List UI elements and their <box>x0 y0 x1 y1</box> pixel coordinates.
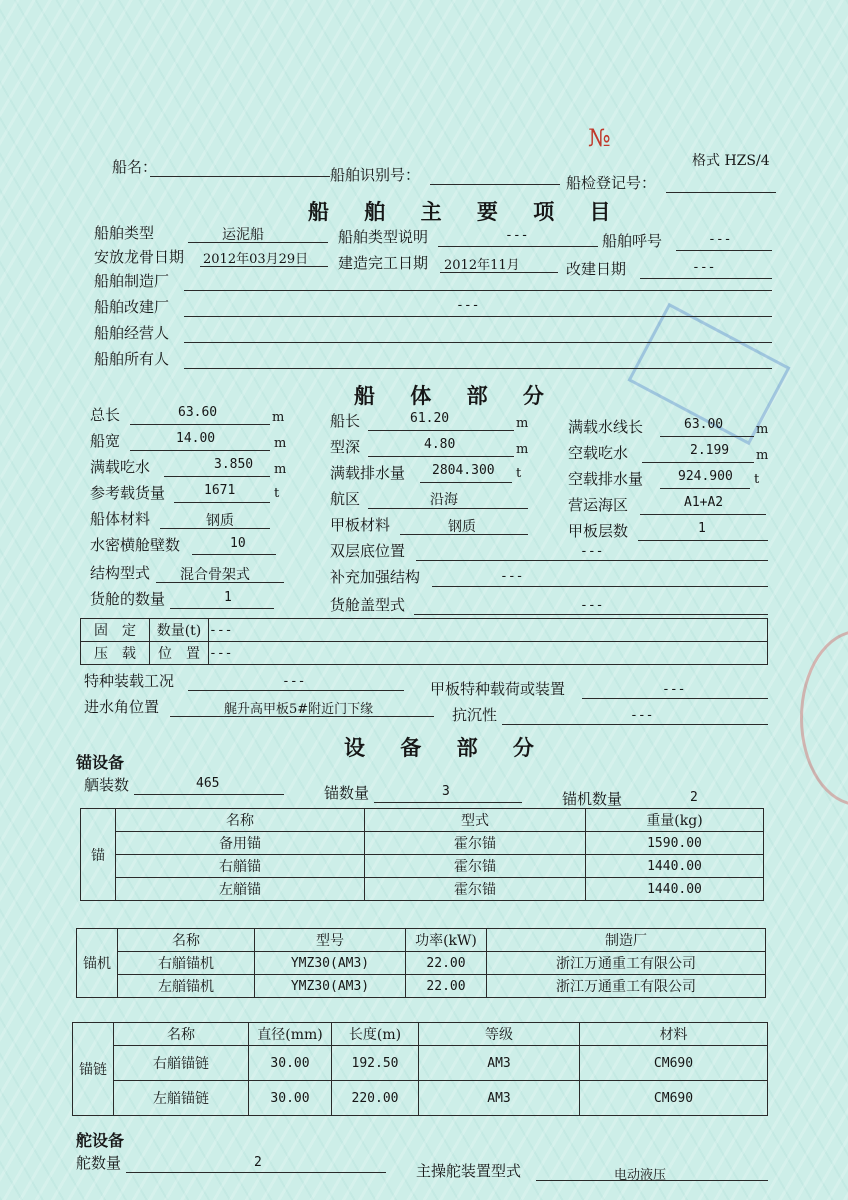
windlass-power: 22.00 <box>406 952 487 975</box>
loa-value: 63.60 <box>178 405 218 420</box>
steering-gear-value: 电动液压 <box>614 1168 667 1183</box>
ship-type-desc-value: --- <box>505 228 529 243</box>
table-row <box>81 855 764 878</box>
wl-length-unit: m <box>756 422 769 437</box>
special-load-label: 特种装载工况 <box>84 672 175 690</box>
light-disp-unit: t <box>754 472 760 487</box>
loa-unit: m <box>272 410 285 425</box>
anchor-col-name: 名称 <box>116 809 365 832</box>
wl-length-value: 63.00 <box>684 417 724 432</box>
equipment-section-title: 设 备 部 分 <box>344 735 548 760</box>
deck-layers-value: 1 <box>698 521 706 536</box>
unsinkability-value: --- <box>630 708 654 723</box>
windlass-col-power: 功率(kW) <box>406 929 487 952</box>
ballast-pos-value: --- <box>209 642 768 665</box>
form-code: 格式 HZS/4 <box>692 153 770 169</box>
hatch-type-label: 货舱盖型式 <box>330 596 406 614</box>
chain-name: 左艏锚链 <box>114 1081 249 1116</box>
builder-label: 船舶制造厂 <box>94 272 170 290</box>
anchor-type: 霍尔锚 <box>365 832 586 855</box>
chain-grade: AM3 <box>419 1046 580 1081</box>
deck-material-value: 钢质 <box>448 519 476 535</box>
build-date-label: 建造完工日期 <box>338 254 429 272</box>
lbp-value: 61.20 <box>410 411 450 426</box>
nav-area-label: 航区 <box>330 490 361 508</box>
anchor-count-label: 锚数量 <box>324 784 370 802</box>
depth-label: 型深 <box>330 438 361 456</box>
table-row <box>73 1081 768 1116</box>
structure-type-label: 结构型式 <box>90 564 151 582</box>
beam-unit: m <box>274 436 287 451</box>
bulkhead-value: 10 <box>230 536 246 551</box>
keel-date-value: 2012年03月29日 <box>203 252 309 267</box>
chain-material: CM690 <box>580 1046 768 1081</box>
light-draft-value: 2.199 <box>690 443 730 458</box>
anchor-col-type: 型式 <box>365 809 586 832</box>
windlass-table <box>76 928 766 998</box>
ship-id-label: 船舶识别号： <box>330 166 421 184</box>
anchor-name: 右艏锚 <box>116 855 365 878</box>
chain-col-name: 名称 <box>114 1023 249 1046</box>
keel-date-label: 安放龙骨日期 <box>94 248 185 266</box>
chain-length: 192.50 <box>332 1046 419 1081</box>
full-disp-label: 满载排水量 <box>330 464 406 482</box>
windlass-model: YMZ30(AM3) <box>255 975 406 998</box>
hull-section-title: 船 体 部 分 <box>354 383 558 408</box>
light-disp-label: 空载排水量 <box>568 470 644 488</box>
unsinkability-label: 抗沉性 <box>452 706 498 724</box>
serial-no-mark: № <box>588 124 611 152</box>
double-bottom-value: --- <box>580 544 604 559</box>
outfit-number-value: 465 <box>196 776 220 791</box>
full-draft-label: 满载吃水 <box>90 458 151 476</box>
depth-value: 4.80 <box>424 437 456 452</box>
build-date-value: 2012年11月 <box>444 258 520 273</box>
bulkhead-label: 水密横舱壁数 <box>90 536 181 554</box>
chain-name: 右艏锚链 <box>114 1046 249 1081</box>
chain-diameter: 30.00 <box>249 1046 332 1081</box>
light-draft-unit: m <box>756 448 769 463</box>
loa-label: 总长 <box>90 406 121 424</box>
deck-layers-label: 甲板层数 <box>568 522 629 540</box>
light-draft-label: 空载吃水 <box>568 444 629 462</box>
deck-load-value: --- <box>662 682 686 697</box>
deck-load-label: 甲板特种载荷或装置 <box>430 680 566 698</box>
anchor-count-value: 3 <box>442 784 450 799</box>
ballast-qty-label: 数量(t) <box>150 619 209 642</box>
callsign-value: --- <box>708 232 732 247</box>
holds-count-label: 货舱的数量 <box>90 590 166 608</box>
flooding-angle-label: 进水角位置 <box>84 698 160 716</box>
ship-type-desc-label: 船舶类型说明 <box>338 228 429 246</box>
chain-diameter: 30.00 <box>249 1081 332 1116</box>
chain-length: 220.00 <box>332 1081 419 1116</box>
windlass-col-name: 名称 <box>118 929 255 952</box>
lbp-label: 船长 <box>330 412 361 430</box>
anchor-weight: 1590.00 <box>586 832 764 855</box>
depth-unit: m <box>516 442 529 457</box>
main-items-title: 船 舶 主 要 项 目 <box>308 199 625 224</box>
rebuild-date-value: --- <box>692 260 716 275</box>
windlass-col-model: 型号 <box>255 929 406 952</box>
rebuilder-value: --- <box>456 298 480 313</box>
table-row <box>81 832 764 855</box>
special-load-value: --- <box>282 674 306 689</box>
sea-area-label: 营运海区 <box>568 496 629 514</box>
chain-table <box>72 1022 768 1116</box>
table-row <box>73 1046 768 1081</box>
table-row <box>77 975 766 998</box>
windlass-maker: 浙江万通重工有限公司 <box>487 975 766 998</box>
full-disp-unit: t <box>516 466 522 481</box>
windlass-maker: 浙江万通重工有限公司 <box>487 952 766 975</box>
anchor-type: 霍尔锚 <box>365 855 586 878</box>
windlass-name: 右艏锚机 <box>118 952 255 975</box>
reinforce-label: 补充加强结构 <box>330 568 421 586</box>
windlass-count-label: 锚机数量 <box>562 790 623 808</box>
light-disp-value: 924.900 <box>678 469 733 484</box>
owner-label: 船舶所有人 <box>94 350 170 368</box>
cargo-capacity-value: 1671 <box>204 483 236 498</box>
rebuild-date-label: 改建日期 <box>566 260 627 278</box>
chain-grade: AM3 <box>419 1081 580 1116</box>
structure-type-value: 混合骨架式 <box>180 567 250 583</box>
beam-label: 船宽 <box>90 432 121 450</box>
anchor-equipment-title: 锚设备 <box>76 753 125 772</box>
chain-col-material: 材料 <box>580 1023 768 1046</box>
table-row <box>77 952 766 975</box>
windlass-side-label: 锚机 <box>77 929 118 998</box>
anchor-col-weight: 重量(kg) <box>586 809 764 832</box>
cargo-capacity-label: 参考载货量 <box>90 484 166 502</box>
lbp-unit: m <box>516 416 529 431</box>
beam-value: 14.00 <box>176 431 216 446</box>
rebuilder-label: 船舶改建厂 <box>94 298 170 316</box>
anchor-name: 左艏锚 <box>116 878 365 901</box>
rudder-equipment-title: 舵设备 <box>76 1131 125 1150</box>
ship-type-value: 运泥船 <box>222 227 264 243</box>
chain-col-diameter: 直径(mm) <box>249 1023 332 1046</box>
flooding-angle-value: 艉升高甲板5#附近门下缘 <box>224 702 374 717</box>
reinforce-value: --- <box>500 569 524 584</box>
wl-length-label: 满载水线长 <box>568 418 644 436</box>
cargo-capacity-unit: t <box>274 486 280 501</box>
rudder-count-label: 舵数量 <box>76 1154 122 1172</box>
chain-col-grade: 等级 <box>419 1023 580 1046</box>
outfit-number-label: 舾装数 <box>84 776 130 794</box>
red-seal-stamp <box>800 630 848 806</box>
deck-material-label: 甲板材料 <box>330 516 391 534</box>
ballast-table <box>80 618 768 665</box>
windlass-power: 22.00 <box>406 975 487 998</box>
windlass-col-maker: 制造厂 <box>487 929 766 952</box>
chain-side-label: 锚链 <box>73 1023 114 1116</box>
callsign-label: 船舶呼号 <box>602 232 663 250</box>
chain-col-length: 长度(m) <box>332 1023 419 1046</box>
anchor-weight: 1440.00 <box>586 855 764 878</box>
anchor-table <box>80 808 764 901</box>
operator-label: 船舶经营人 <box>94 324 170 342</box>
nav-area-value: 沿海 <box>430 492 458 508</box>
windlass-count-value: 2 <box>690 790 698 805</box>
hull-material-label: 船体材料 <box>90 510 151 528</box>
ballast-label-fixed: 固 定 <box>81 619 150 642</box>
ballast-pos-label: 位 置 <box>150 642 209 665</box>
sea-area-value: A1+A2 <box>684 495 724 510</box>
full-disp-value: 2804.300 <box>432 463 495 478</box>
chain-material: CM690 <box>580 1081 768 1116</box>
rudder-count-value: 2 <box>254 1155 262 1170</box>
ballast-qty-value: --- <box>209 619 768 642</box>
holds-count-value: 1 <box>224 590 232 605</box>
anchor-type: 霍尔锚 <box>365 878 586 901</box>
ship-name-label: 船名： <box>112 158 158 176</box>
double-bottom-label: 双层底位置 <box>330 542 406 560</box>
windlass-model: YMZ30(AM3) <box>255 952 406 975</box>
anchor-side-label: 锚 <box>81 809 116 901</box>
hull-material-value: 钢质 <box>206 513 234 529</box>
windlass-name: 左艏锚机 <box>118 975 255 998</box>
steering-gear-label: 主操舵装置型式 <box>416 1162 522 1180</box>
table-row <box>81 878 764 901</box>
full-draft-unit: m <box>274 462 287 477</box>
ship-type-label: 船舶类型 <box>94 224 155 242</box>
reg-no-label: 船检登记号： <box>566 174 657 192</box>
full-draft-value: 3.850 <box>214 457 254 472</box>
anchor-name: 备用锚 <box>116 832 365 855</box>
anchor-weight: 1440.00 <box>586 878 764 901</box>
ballast-label-load: 压 载 <box>81 642 150 665</box>
hatch-type-value: --- <box>580 598 604 613</box>
